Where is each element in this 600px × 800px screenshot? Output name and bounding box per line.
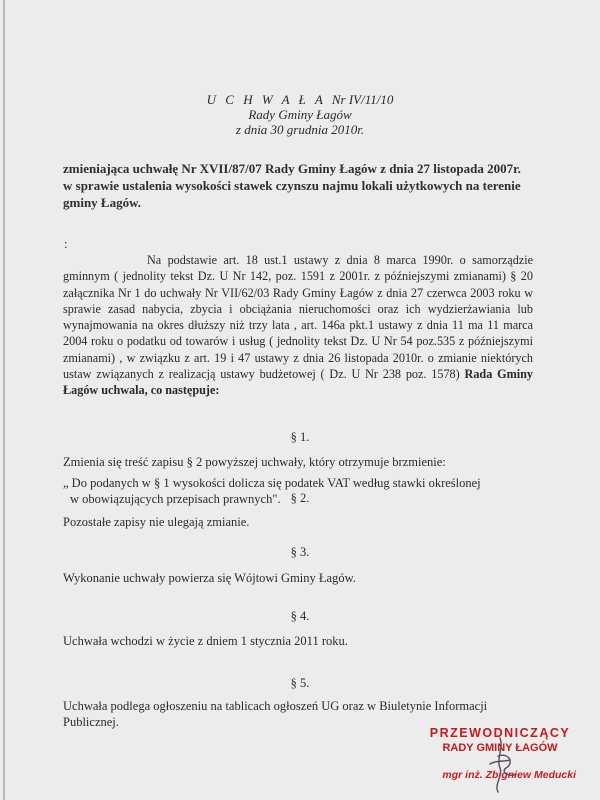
resolution-date: z dnia 30 grudnia 2010r.	[235, 122, 365, 137]
section-4-heading: § 4.	[290, 609, 310, 623]
quote-line-1: „ Do podanych w § 1 wysokości dolicza się podatek VAT według stawki określonej	[63, 476, 481, 490]
preamble	[63, 252, 533, 399]
resolution-clause: Rada Gminy Łagów uchwala, co następuje:	[63, 367, 533, 398]
handwritten-signature	[470, 734, 560, 794]
section-1-text: Zmienia się treść zapisu § 2 powyższej uchwały, który otrzymuje brzmienie:	[63, 455, 446, 469]
section-1-heading: § 1.	[290, 430, 310, 444]
section-3-text: Wykonanie uchwały powierza się Wójtowi Gminy Łagów.	[63, 571, 356, 585]
resolution-title-block	[0, 92, 600, 137]
quote-line-2: w obowiązujących przepisach prawnych".	[70, 491, 281, 506]
section-5-heading: § 5.	[290, 676, 310, 690]
stamp-body: RADY GMINY ŁAGÓW	[442, 742, 558, 754]
section-5-text: Uchwała podlega ogłoszeniu na tablicach ogłoszeń UG oraz w Biuletynie Informacji Publicznej.	[63, 699, 488, 729]
title-number: Nr IV/11/10	[331, 92, 394, 107]
title-prefix: U C H W A Ł A	[206, 92, 326, 107]
section-2-text: Pozostałe zapisy nie ulegają zmianie.	[63, 515, 250, 529]
section-4-text: Uchwała wchodzi w życie z dniem 1 stycznia 2011 roku.	[63, 634, 348, 648]
stamp-name: mgr inż. Zbigniew Meducki	[442, 769, 576, 781]
issuer: Rady Gminy Łagów	[248, 107, 352, 122]
stamp-title: PRZEWODNICZĄCY	[429, 726, 571, 740]
stray-colon: :	[64, 236, 68, 251]
preamble-body: Na podstawie art. 18 ust.1 ustawy z dnia 8 marca 1990r. o samorządzie gminnym ( jednolity tekst Dz. U Nr 142, poz. 1591 z 2001r. z późniejszymi zmianami) § 20 załącznika Nr 1 do uchwały Nr VII/62/03 Rady Gminy Łagów z dnia 27 czerwca 2003 roku w sprawie zasad nabycia, zbycia i obciążania nieruchomości oraz ich wydzierżawiania lub wynajmowania na okres dłuższy niż trzy lata , art. 146a pkt.1 ustawy z dnia 11 ma 11 marca 2004 roku o podatku od towarów i usług ( jednolity tekst Dz. U Nr 54 poz.535 z późniejszymi zmianami) , w związku z art. 19 i 47 ustawy z dnia 26 listopada 2010r. o zmianie niektórych ustaw związanych z realizacją ustawy budżetowej ( Dz. U Nr 238 poz. 1578)	[63, 253, 533, 382]
resolution-title	[0, 92, 600, 107]
resolution-subject: zmieniająca uchwałę Nr XVII/87/07 Rady Gminy Łagów z dnia 27 listopada 2007r. w sprawie ustalenia wysokości stawek czynszu najmu lokali użytkowych na terenie gminy Łagów.	[63, 161, 521, 210]
section-2-heading: § 2.	[290, 491, 310, 505]
section-3-heading: § 3.	[290, 545, 310, 559]
